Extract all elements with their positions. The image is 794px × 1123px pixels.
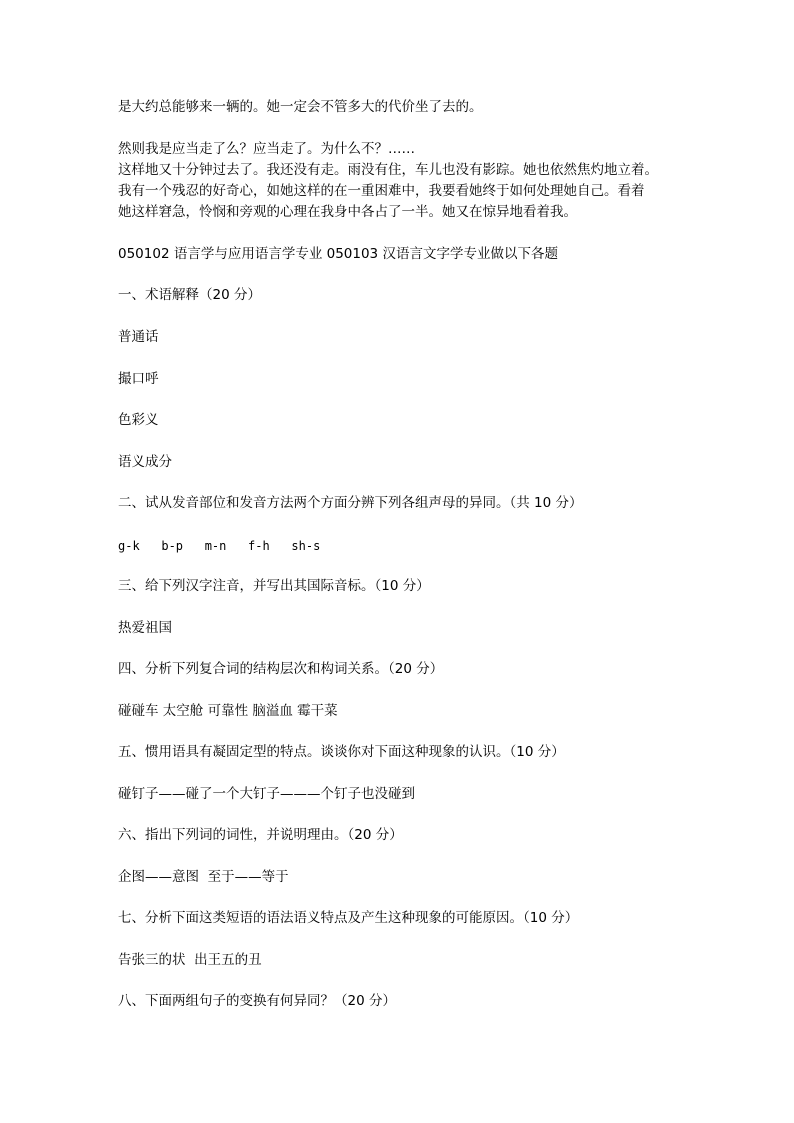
term-item: 色彩义 — [118, 412, 159, 428]
question-item: 碰碰车 太空舱 可靠性 脑溢血 霉干菜 — [118, 703, 338, 719]
section-title: 三、给下列汉字注音，并写出其国际音标。（10 分） — [118, 578, 430, 594]
question-item: 企图——意图 至于——等于 — [118, 869, 289, 885]
section-title: 七、分析下面这类短语的语法语义特点及产生这种现象的可能原因。（10 分） — [118, 910, 579, 926]
term-item: 撮口呼 — [118, 371, 159, 387]
passage-line: 然则我是应当走了么？应当走了。为什么不？…… — [118, 141, 415, 157]
passage-line: 这样地又十分钟过去了。我还没有走。雨没有住，车儿也没有影踪。她也依然焦灼地立着。 — [118, 162, 658, 178]
passage-line: 她这样窘急，怜悯和旁观的心理在我身中各占了一半。她又在惊异地看着我。 — [118, 204, 577, 220]
section-title: 二、试从发音部位和发音方法两个方面分辨下列各组声母的异同。（共 10 分） — [118, 495, 583, 511]
section-title: 一、术语解释（20 分） — [118, 287, 261, 303]
term-item: 普通话 — [118, 329, 159, 345]
question-item: 碰钉子——碰了一个大钉子———个钉子也没碰到 — [118, 786, 415, 802]
section-title: 八、下面两组句子的变换有何异同？（20 分） — [118, 993, 396, 1009]
question-item: 告张三的状 出王五的丑 — [118, 952, 262, 968]
passage-line: 我有一个残忍的好奇心，如她这样的在一重困难中，我要看她终于如何处理她自己。看着 — [118, 183, 645, 199]
term-item: 语义成分 — [118, 454, 172, 470]
question-item: 热爱祖国 — [118, 620, 172, 636]
passage-line: 是大约总能够来一辆的。她一定会不管多大的代价坐了去的。 — [118, 99, 483, 115]
section-title: 五、惯用语具有凝固定型的特点。谈谈你对下面这种现象的认识。（10 分） — [118, 744, 565, 760]
section-title: 四、分析下列复合词的结构层次和构词关系。（20 分） — [118, 661, 444, 677]
section-title: 六、指出下列词的词性，并说明理由。（20 分） — [118, 827, 403, 843]
initials-pairs: g-k b-p m-n f-h sh-s — [118, 539, 321, 553]
exam-heading: 050102 语言学与应用语言学专业 050103 汉语言文字学专业做以下各题 — [118, 246, 558, 262]
